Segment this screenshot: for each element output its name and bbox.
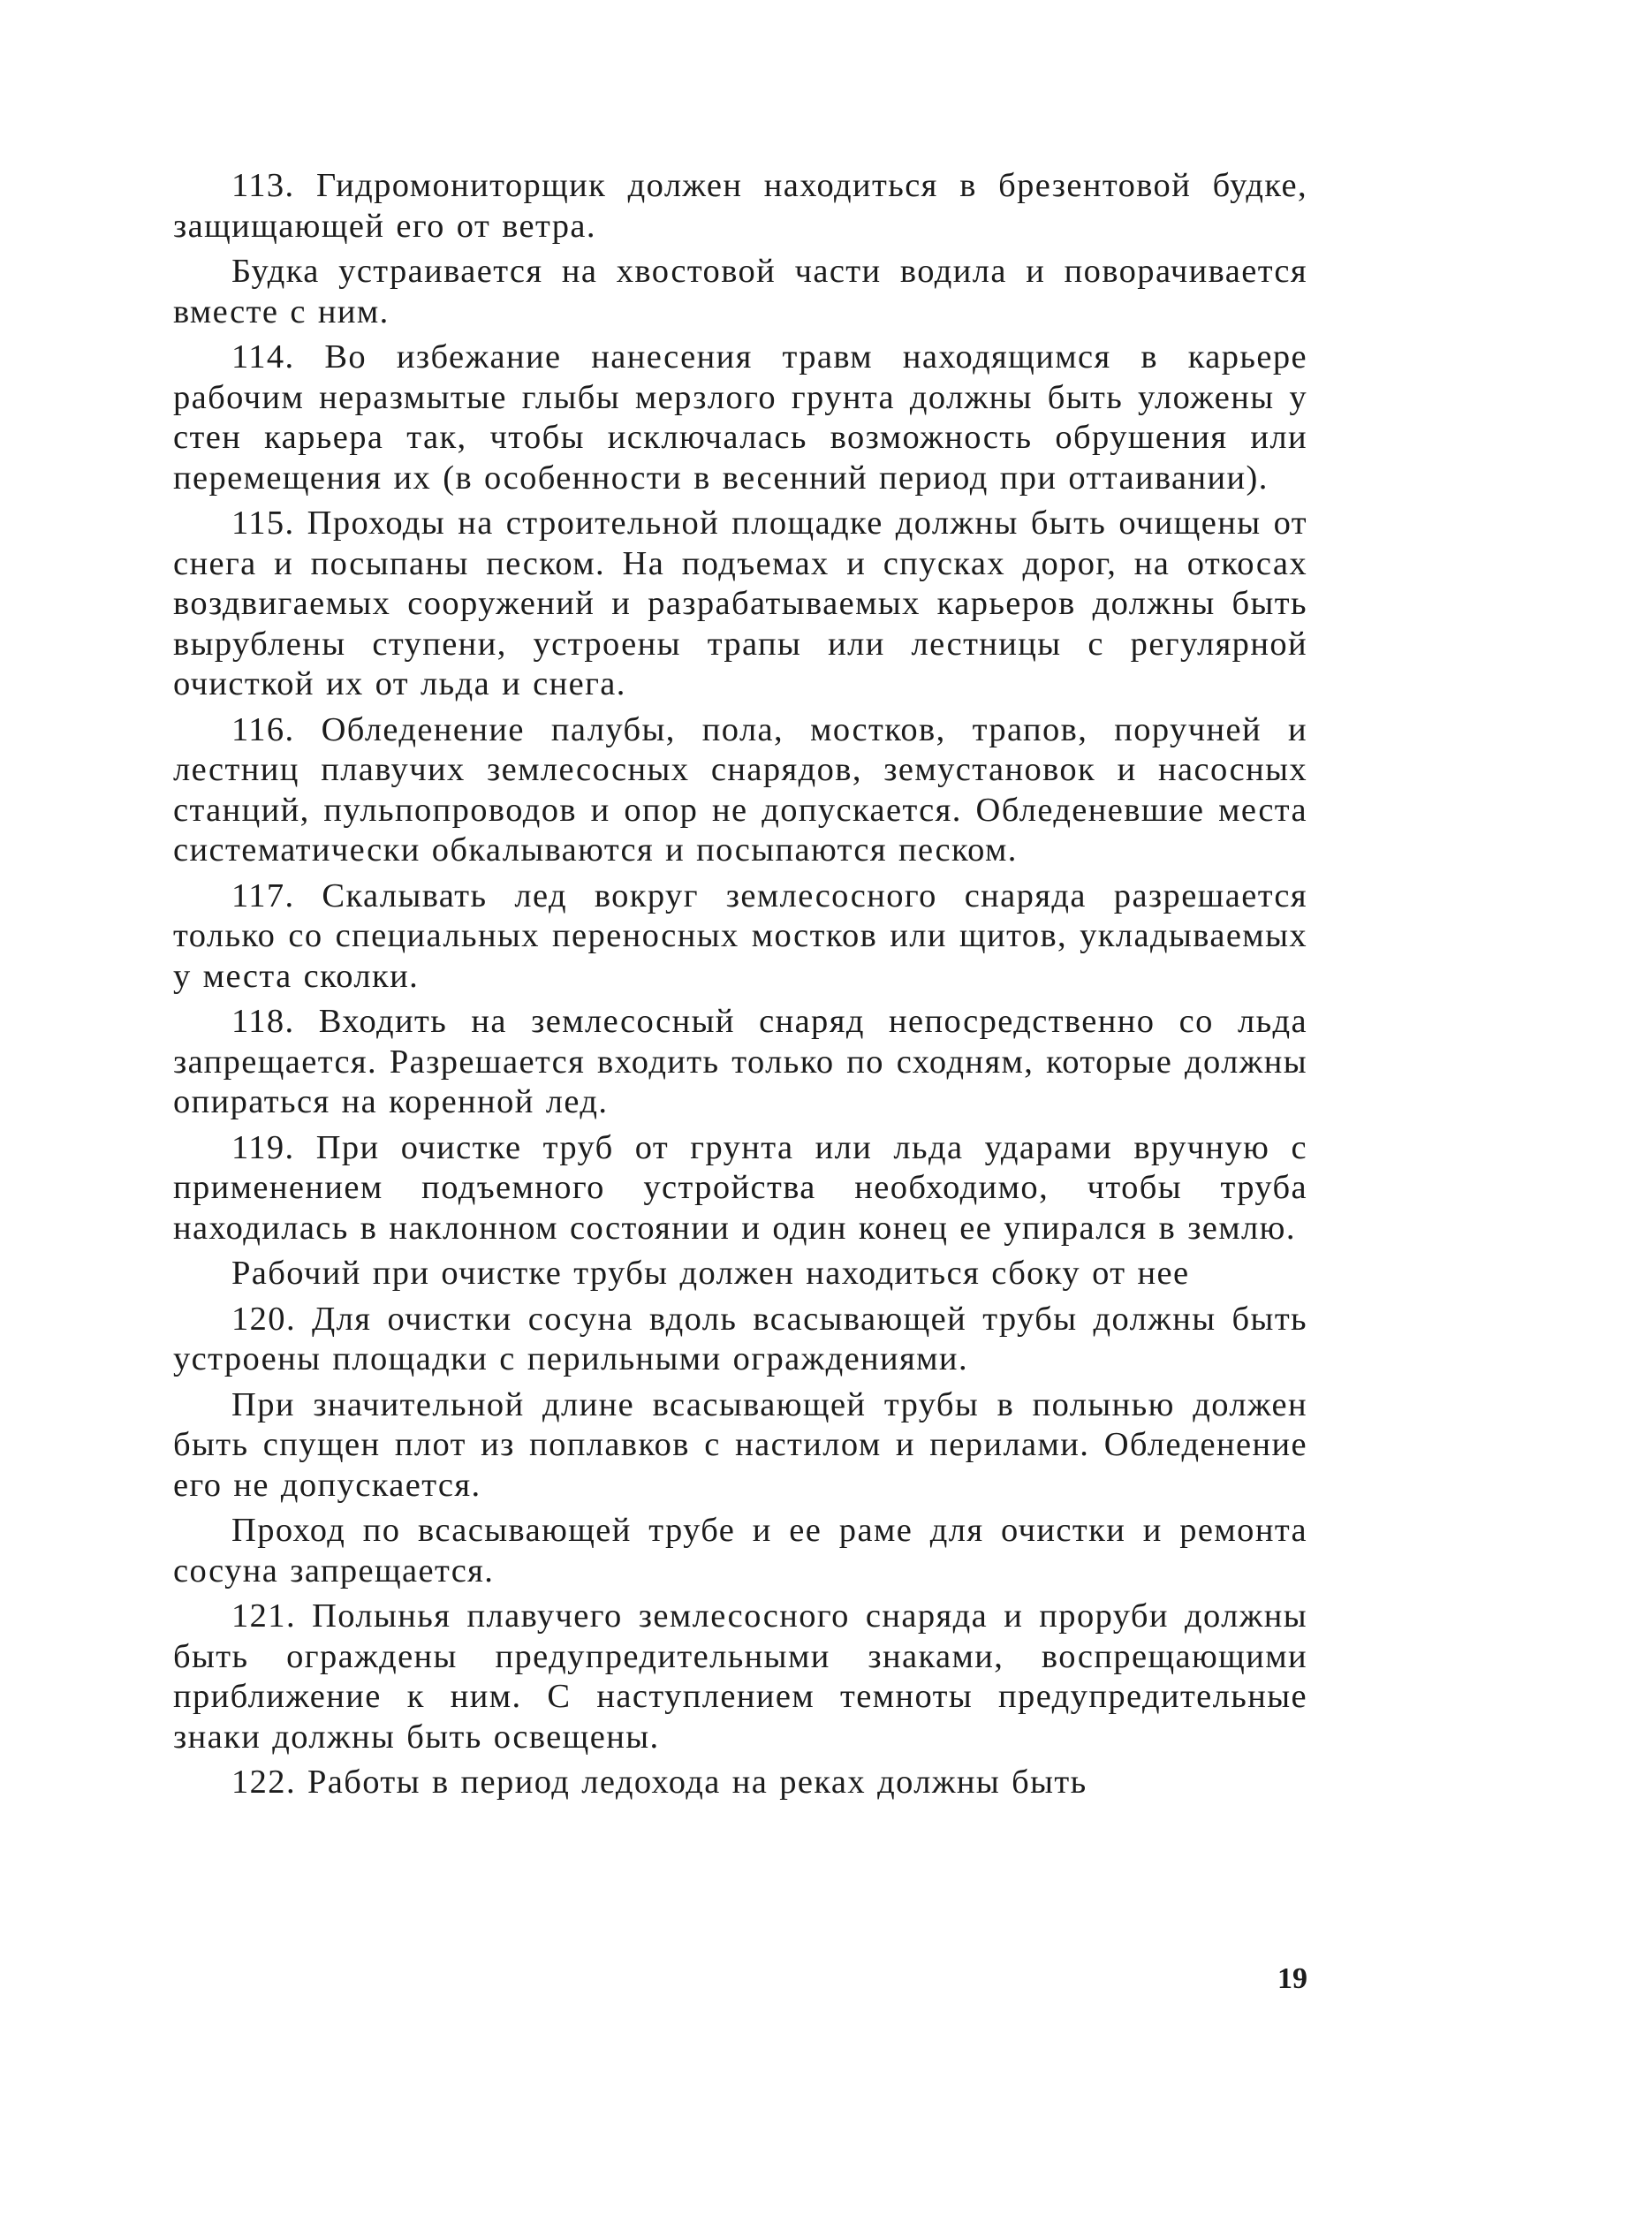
paragraph-122: 122. Работы в период ледохода на реках должны быть: [231, 1764, 1087, 1801]
body-text: [173, 166, 1307, 1809]
paragraph-113-cont: Будка устраивается на хвостовой части водила и поворачивается вместе с ним.: [173, 253, 1307, 330]
paragraph-117: 117. Скалывать лед вокруг землесосного снаряда разрешается только со специальных переносных мостков или щитов, укладываемых у места сколки.: [173, 876, 1307, 995]
paragraph-113: 113. Гидромониторщик должен находиться в брезентовой будке, защищающей его от ветра.: [173, 167, 1307, 245]
paragraph-119-cont: Рабочий при очистке трубы должен находиться сбоку от нее: [231, 1255, 1190, 1292]
paragraph-120-cont-1: При значительной длине всасывающей трубы в полынью должен быть спущен плот из поплавков с настилом и перилами. Обледенение его не допускается.: [173, 1385, 1307, 1504]
paragraph-115: 115. Проходы на строительной площадке должны быть очищены от снега и посыпаны песком. На подъемах и спусках дорог, на откосах воздвигаемых сооружений и разрабатываемых карьеров должны быть вырублены ступени, устроены трапы или лестницы с регулярной очисткой их от льда и снега.: [173, 504, 1307, 702]
paragraph-121: 121. Полынья плавучего землесосного снаряда и проруби должны быть ограждены предупредительными знаками, воспрещающими приближение к ним. С наступлением темноты предупредительные знаки должны быть освещены.: [173, 1597, 1307, 1756]
page-number: 19: [1277, 1962, 1307, 1995]
paragraph-119: 119. При очистке труб от грунта или льда ударами вручную с применением подъемного устройства необходимо, чтобы труба находилась в наклонном состоянии и один конец ее упирался в землю.: [173, 1128, 1307, 1247]
paragraph-114: 114. Во избежание нанесения травм находящимся в карьере рабочим неразмытые глыбы мерзлого грунта должны быть уложены у стен карьера так, чтобы исключалась возможность обрушения или перемещения их (в особенности в весенний период при оттаивании).: [173, 338, 1307, 497]
paragraph-120-cont-2: Проход по всасывающей трубе и ее раме для очистки и ремонта сосуна запрещается.: [173, 1512, 1307, 1589]
paragraph-118: 118. Входить на землесосный снаряд непосредственно со льда запрещается. Разрешается входить только по сходням, которые должны опираться на коренной лед.: [173, 1003, 1307, 1120]
paragraph-116: 116. Обледенение палубы, пола, мостков, трапов, поручней и лестниц плавучих землесосных снарядов, земустановок и насосных станций, пульпопроводов и опор не допускается. Обледеневшие места систематически обкалываются и посыпаются песком.: [173, 710, 1307, 869]
paragraph-120: 120. Для очистки сосуна вдоль всасывающей трубы должны быть устроены площадки с перильными ограждениями.: [173, 1300, 1307, 1377]
